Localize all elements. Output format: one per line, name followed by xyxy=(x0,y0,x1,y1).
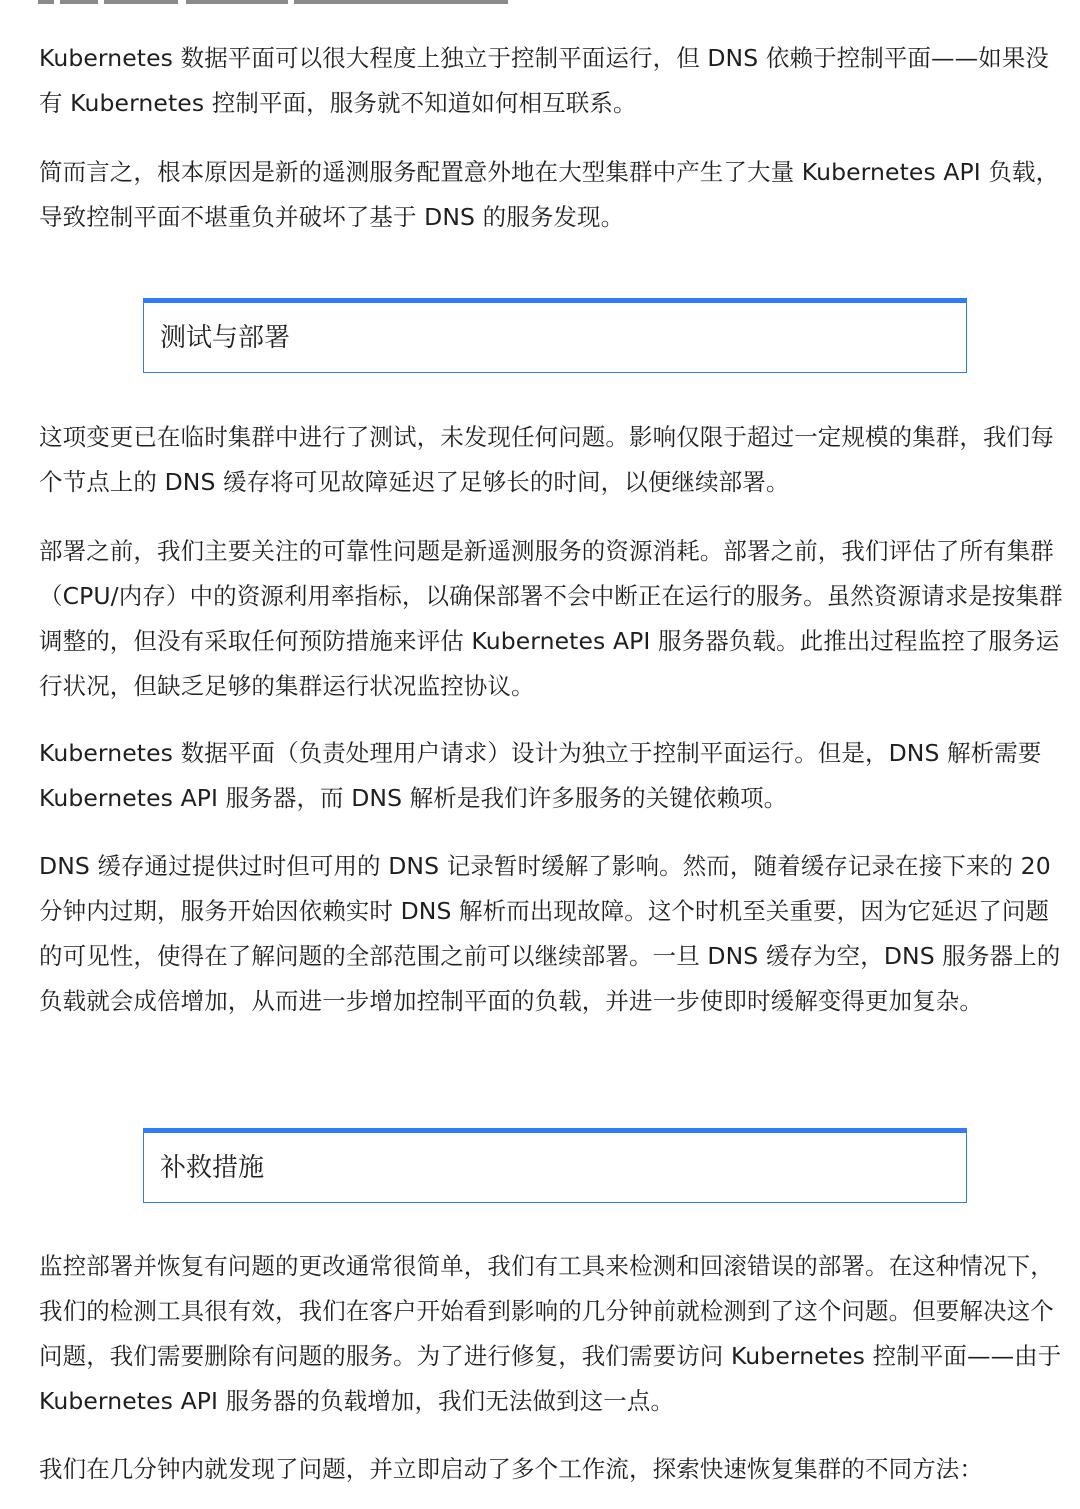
paragraph-remediation: 监控部署并恢复有问题的更改通常很简单，我们有工具来检测和回滚错误的部署。在这种情况下，我们的检测工具很有效，我们在客户开始看到影响的几分钟前就检测到了这个问题。但要解决这个问题，我们需要删除有问题的服务。为了进行修复，我们需要访问 Kubernetes 控制平面——由于 Kubernetes API 服务器的负载增加，我们无法做到这一点。 xyxy=(39,1252,1062,1415)
paragraph-pre-deployment: 部署之前，我们主要关注的可靠性问题是新遥测服务的资源消耗。部署之前，我们评估了所有集群（CPU/内存）中的资源利用率指标，以确保部署不会中断正在运行的服务。虽然资源请求是按集群调整的，但没有采取任何预防措施来评估 Kubernetes API 服务器负载。此推出过程监控了服务运行状况，但缺乏足够的集群运行状况监控协议。 xyxy=(39,537,1063,700)
paragraph-dns-cache: DNS 缓存通过提供过时但可用的 DNS 记录暂时缓解了影响。然而，随着缓存记录在接下来的 20 分钟内过期，服务开始因依赖实时 DNS 解析而出现故障。这个时机至关重要，因为它延迟了问题的可见性，使得在了解问题的全部范围之前可以继续部署。一旦 DNS 缓存为空，DNS 服务器上的负载就会成倍增加，从而进一步增加控制平面的负载，并进一步使即时缓解变得更加复杂。 xyxy=(39,852,1061,1015)
section-heading-box-remediation xyxy=(143,1128,967,1203)
section-heading-box-testing xyxy=(143,298,967,373)
paragraph-dns-dependency: Kubernetes 数据平面可以很大程度上独立于控制平面运行，但 DNS 依赖于控制平面——如果没有 Kubernetes 控制平面，服务就不知道如何相互联系。 xyxy=(39,44,1050,117)
section-heading-remediation: 补救措施 xyxy=(160,1153,265,1183)
paragraph-root-cause-summary: 简而言之，根本原因是新的遥测服务配置意外地在大型集群中产生了大量 Kubernetes API 负载，导致控制平面不堪重负并破坏了基于 DNS 的服务发现。 xyxy=(39,158,1060,231)
section-heading-testing: 测试与部署 xyxy=(160,323,291,353)
paragraph-testing: 这项变更已在临时集群中进行了测试，未发现任何问题。影响仅限于超过一定规模的集群，我们每个节点上的 DNS 缓存将可见故障延迟了足够长的时间，以便继续部署。 xyxy=(39,423,1054,496)
paragraph-workstreams: 我们在几分钟内就发现了问题，并立即启动了多个工作流，探索快速恢复集群的不同方法： xyxy=(39,1455,983,1483)
paragraph-data-plane: Kubernetes 数据平面（负责处理用户请求）设计为独立于控制平面运行。但是，DNS 解析需要 Kubernetes API 服务器，而 DNS 解析是我们许多服务的关键依赖项。 xyxy=(39,739,1042,812)
cropped-text-line xyxy=(38,0,508,4)
